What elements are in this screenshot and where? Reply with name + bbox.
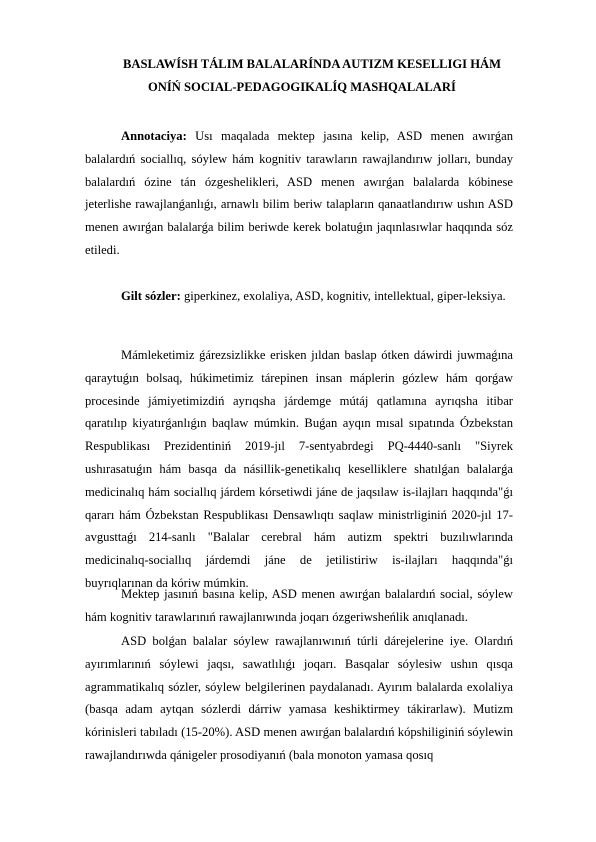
abstract-text: Usı maqalada mektep jasına kelip, ASD menen awırǵan balalardıń sociallıq, sóylew hám kognitiv tarawların rawajlandırıw jolları, bunday balalardıń ózine tán ózgeshelikleri, ASD menen awırǵan balalarda kóbinese jeterlishe rawajlanǵanlıǵı, arnawlı bilim beriw talapların qanaatlandırıw ushın ASD menen awırǵan balalarǵa bilim beriwde kerek bolatuǵın jaqınlasıwlar haqqında sóz etiledi. xyxy=(85,129,513,257)
abstract-label: Annotaciya: xyxy=(121,129,187,143)
title-line-1: BASLAWÍSH TÁLIM BALALARÍNDA AUTIZM KESELLIGI HÁM xyxy=(123,57,502,71)
keywords-paragraph xyxy=(85,285,513,308)
body-paragraph-3: ASD bolǵan balalar sóylew rawajlanıwınıń túrli dárejelerine iye. Olardıń ayırımlarınıń sóylewi jaqsı, sawatlılıǵı joqarı. Basqalar sóylesiw ushın qısqa agrammatikalıq sózler, sóylew belgilerinen paydalanadı. Ayırım balalarda exolaliya (basqa adam aytqan sózlerdi dárriw yamasa keshiktirmey tákirarlaw). Mutizm kórinisleri tabıladı (15-20%). ASD menen awırǵan balalardıń kópshiliginiń sóylewin rawajlandırıwda qánigeler prosodiyanıń (bala monoton yamasa qosıq xyxy=(85,634,513,762)
keywords-text: giperkinez, exolaliya, ASD, kognitiv, intellektual, giper-leksiya. xyxy=(180,289,506,303)
body-paragraph-2: Mektep jasınıń basına kelip, ASD menen awırǵan balalardıń social, sóylew hám kognitiv tarawlarınıń rawajlanıwında joqarı ózgeriwsheńlik anıqlanadı. xyxy=(85,587,513,624)
abstract-paragraph xyxy=(85,125,513,262)
title-line-2: ONÍŃ SOCIAL-PEDAGOGIKALÍQ MASHQALALARÍ xyxy=(148,80,456,94)
keywords-label: Gilt sózler: xyxy=(121,289,181,303)
body-paragraph-1: Mámleketimiz ǵárezsizlikke erisken jıldan baslap ótken dáwirdi juwmaǵına qaraytuǵın bolsaq, húkimetimiz tárepinen insan máplerin gózlew hám qorǵaw procesinde jámiyetimizdiń ayrıqsha járdemge mútáj qatlamına ayrıqsha itibar qaratılıp kiyatırǵanlıǵın baqlaw múmkin. Buǵan ayqın mısal sıpatında Ózbekstan Respublikası Prezidentiniń 2019-jıl 7-sentyabrdegi PQ-4440-sanlı "Siyrek ushırasatuǵın hám basqa da násillik-genetikalıq kesellikleге shatılǵan balalarǵa medicinalıq hám sociallıq járdem kórsetiwdi jáne de jaqsılaw is-ilajları haqqında"ǵı qararı hám Ózbekstan Respublikası Densawlıqtı saqlaw ministrliginiń 2020-jıl 17-avgusttaǵı 214-sanlı "Balalar cerebral hám autizm spektri buzılıwlarında medicinalıq-sociallıq járdemdi jáne de jetilistiriw is-ilajları haqqında"ǵı buyrıqlarınan da kóriw múmkin. xyxy=(85,348,513,590)
